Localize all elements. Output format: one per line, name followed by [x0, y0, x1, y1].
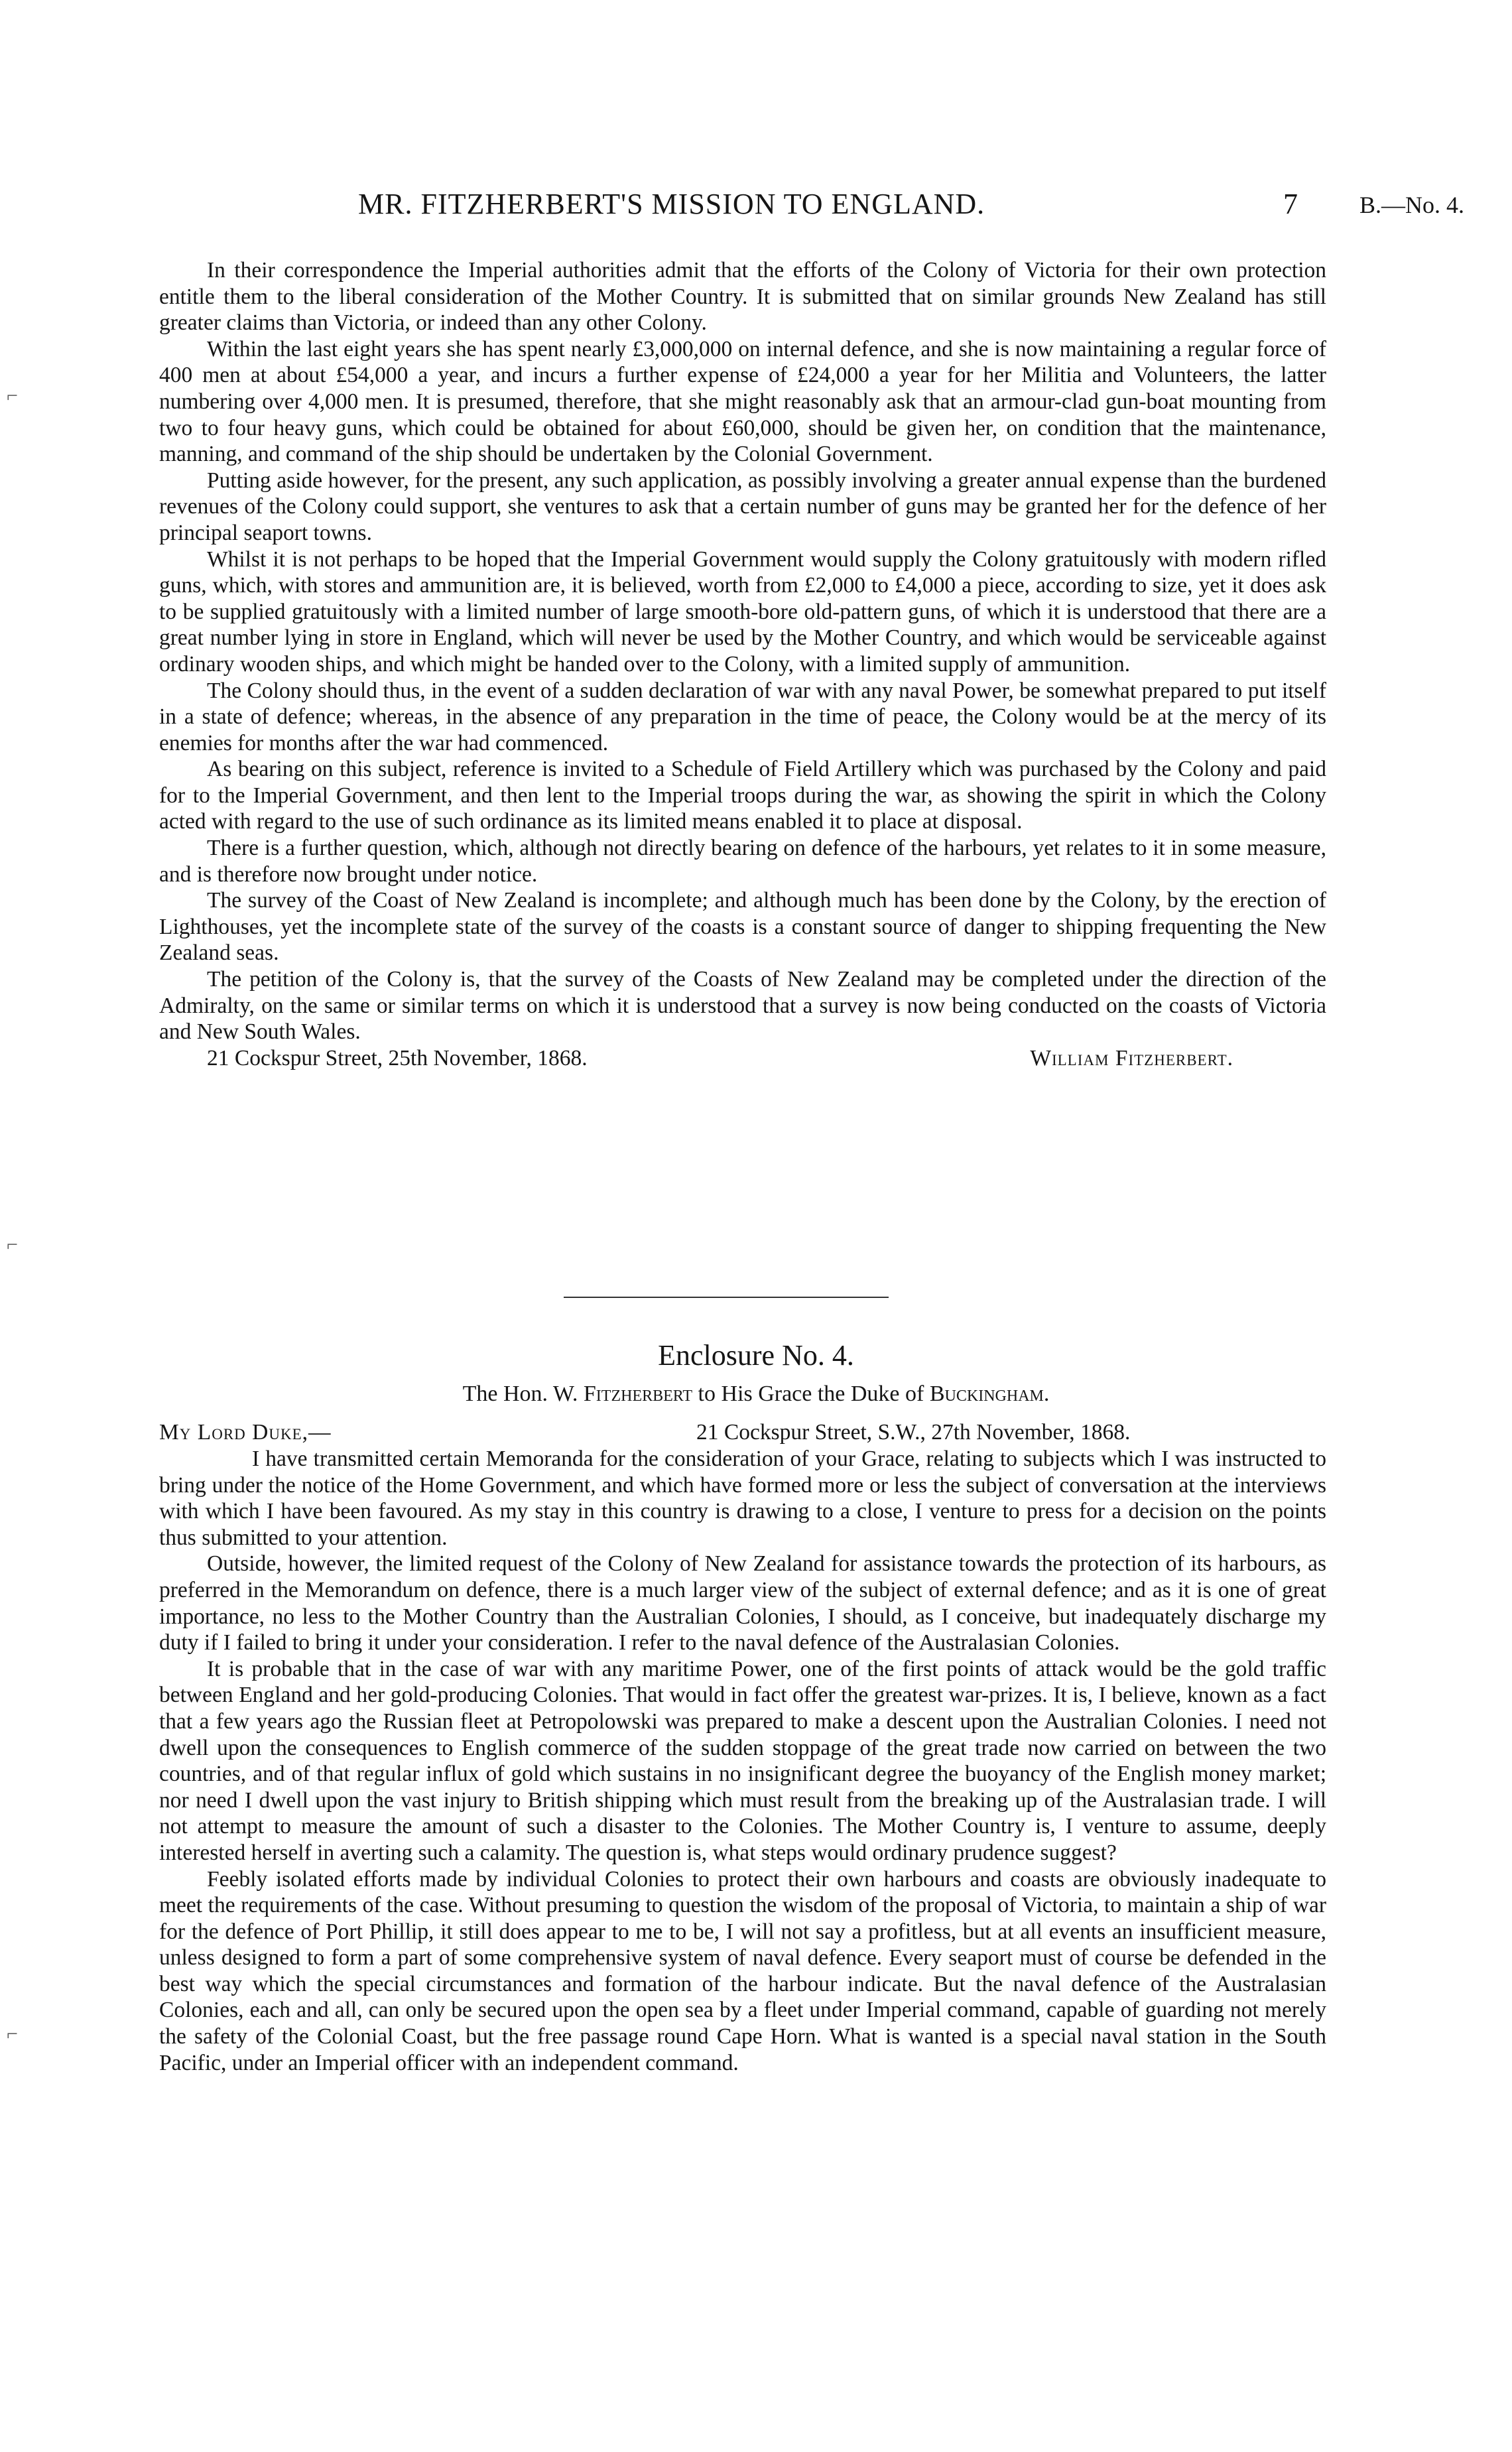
paper-reference: B.—No. 4. — [1359, 192, 1465, 218]
paragraph: In their correspondence the Imperial authorities admit that the efforts of the Colony of Victoria for their own protection entitle them to the liberal consideration of the Mother Country. It is submitted that on similar grounds New Zealand has still greater claims than Victoria, or indeed than any other Colony. — [159, 258, 1326, 336]
salutation: My Lord Duke,— — [159, 1420, 332, 1445]
paragraph: It is probable that in the case of war with any maritime Power, one of the first points of attack would be the gold traffic between England and her gold-producing Colonies. That would in fact offer the greatest war-prizes. It is, I believe, known as a fact that a few years ago the Russian fleet at Petropolowski was prepared to make a descent upon the Australian Colonies. I need not dwell upon the consequences to English commerce of the sudden stoppage of the great trade now carried on between the two countries, and of that regular influx of gold which sustains in no insignificant degree the buoyancy of the English money market; nor need I dwell upon the vast injury to British shipping which must result from the breaking up of the Australasian trade. I will not attempt to measure the amount of such a disaster to the Colonies. The Mother Country is, I venture to assume, deeply interested herself in averting such a calamity. The question is, what steps would ordinary prudence suggest? — [159, 1656, 1326, 1865]
paragraph: Putting aside however, for the present, any such application, as possibly involving a greater annual expense than the burdened revenues of the Colony could support, she ventures to ask that a certain number of guns may be granted her for the defence of her principal seaport towns. — [159, 468, 1326, 545]
paragraph: The Colony should thus, in the event of a sudden declaration of war with any naval Power, be somewhat prepared to put itself in a state of defence; whereas, in the absence of any preparation in the time of peace, the Colony would be at the mercy of its enemies for months after the war had commenced. — [159, 678, 1326, 755]
paragraph: Whilst it is not perhaps to be hoped that the Imperial Government would supply the Colony gratuitously with modern rifled guns, which, with stores and ammunition are, it is believed, worth from £2,000 to £4,000 a piece, according to size, yet it does ask to be supplied gratuitously with a limited number of large smooth-bore old-pattern guns, of which it is understood that there are a great number lying in store in England, which will never be used by the Mother Country, and which would be serviceable against ordinary wooden ships, and which might be handed over to the Colony, with a limited supply of ammunition. — [159, 547, 1326, 677]
subtitle-mid: to His Grace the Duke of — [692, 1382, 930, 1406]
subtitle-sender: Fitzherbert — [583, 1382, 693, 1406]
place-date: 21 Cockspur Street, 25th November, 1868. — [207, 1045, 588, 1070]
paragraph: Feebly isolated efforts made by individual Colonies to protect their own harbours and coasts are obviously inadequate to meet the requirements of the case. Without presuming to question the wisdom of the proposal of Victoria, to maintain a ship of war for the defence of Port Phillip, it still does appear to me to be, I will not say a profitless, but at all events an insufficient measure, unless designed to form a part of some comprehensive system of naval defence. Every seaport must of course be defended in the best way which the special circumstances and formation of the harbour indicate. But the naval defence of the Australasian Colonies, each and all, can only be secured upon the open sea by a fleet under Imperial command, capable of guarding not merely the safety of the Colonial Coast, but the free passage round Cape Horn. What is wanted is a special naval station in the South Pacific, under an Imperial officer with an independent command. — [159, 1866, 1326, 2075]
paragraph: I have transmitted certain Memoranda for the consideration of your Grace, relating to subjects which I was instructed to bring under the notice of the Home Government, and which have formed more or less the subject of conversation at the interviews with which I have been favoured. As my stay in this country is drawing to a close, I venture to press for a decision on the points thus submitted to your attention. — [159, 1447, 1326, 1550]
enclosure-title: Enclosure No. 4. — [658, 1339, 854, 1372]
memorandum-body — [159, 257, 1326, 1072]
margin-tick-mark: ⌐ — [7, 1234, 18, 1256]
paragraph: Within the last eight years she has spent nearly £3,000,000 on internal defence, and she is now maintaining a regular force of 400 men at about £54,000 a year, and incurs a further expense of £24,000 a year for her Militia and Volunteers, the latter numbering over 4,000 men. It is presumed, therefore, that she might reasonably ask that an armour-clad gun-boat mounting from two to four heavy guns, which could be obtained for about £60,000, should be given her, on condition that the maintenance, manning, and command of the ship should be undertaken by the Colonial Government. — [159, 336, 1326, 467]
margin-tick-mark: ⌐ — [7, 385, 18, 407]
paragraph: There is a further question, which, although not directly bearing on defence of the harbours, yet relates to it in some measure, and is therefore now brought under notice. — [159, 836, 1326, 887]
margin-tick-mark: ⌐ — [7, 2023, 18, 2045]
paragraph: Outside, however, the limited request of the Colony of New Zealand for assistance towards the protection of its harbours, as preferred in the Memorandum on defence, there is a much larger view of the subject of external defence; and as it is one of great importance, no less to the Mother Country than the Australian Colonies, I should, as I conceive, but inadequately discharge my duty if I failed to bring it under your consideration. I refer to the naval defence of the Australasian Colonies. — [159, 1551, 1326, 1655]
signature-line — [159, 1045, 1326, 1072]
running-header — [0, 187, 1512, 227]
subtitle-prefix: The Hon. W. — [462, 1382, 584, 1406]
salutation-line — [159, 1419, 1326, 1446]
page-number: 7 — [1283, 188, 1298, 220]
page-title: MR. FITZHERBERT'S MISSION TO ENGLAND. — [358, 188, 985, 220]
letter-address-date: 21 Cockspur Street, S.W., 27th November, 1868. — [696, 1420, 1131, 1445]
paragraph: The petition of the Colony is, that the survey of the Coasts of New Zealand may be completed under the direction of the Admiralty, on the same or similar terms on which it is understood that a survey is now being conducted on the coasts of Victoria and New South Wales. — [159, 967, 1326, 1045]
letter-body — [159, 1419, 1326, 2076]
enclosure-subtitle — [0, 1382, 1512, 1407]
paragraph: As bearing on this subject, reference is invited to a Schedule of Field Artillery which was purchased by the Colony and paid for to the Imperial Government, and then lent to the Imperial troops during the war, as showing the spirit in which the Colony acted with regard to the use of such ordinance as its limited means enabled it to place at disposal. — [159, 757, 1326, 834]
section-divider — [564, 1297, 889, 1298]
signature: William Fitzherbert. — [1030, 1045, 1233, 1070]
subtitle-recipient: Buckingham. — [929, 1382, 1050, 1406]
paragraph: The survey of the Coast of New Zealand is incomplete; and although much has been done by the Colony, by the erection of Lighthouses, yet the incomplete state of the survey of the coasts is a constant source of danger to shipping frequenting the New Zealand seas. — [159, 888, 1326, 966]
